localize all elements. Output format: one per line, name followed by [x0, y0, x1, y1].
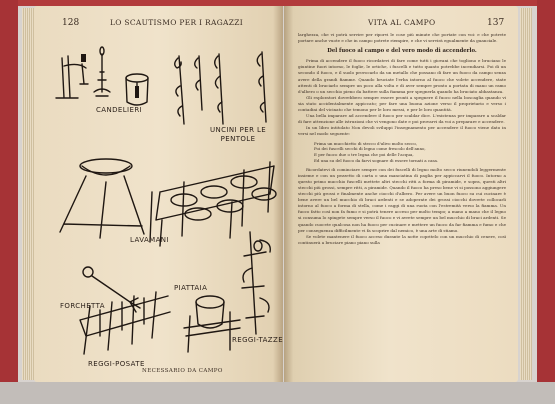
table-surface [0, 382, 555, 404]
paragraph-2: Gli esploratori dovrebbero sempre essere pronti a spegnere il fuoco nella boscaglia quando vi sia stato accidentalmente appiccato; per fare una buona azione verso il proprietario e verso i contadini del vicinato che temono per le loro messi, e per le loro quantità. [298, 94, 506, 113]
reggi-tazze-drawing [242, 232, 270, 334]
left-page [34, 6, 283, 382]
verse-line: E per fuoco due o tre legna che poi delle l'acqua, [314, 152, 414, 158]
right-page-body [298, 32, 506, 246]
verse-list [298, 141, 506, 164]
caption-candelieri: CANDELIERI [96, 106, 143, 114]
caption-lavamani: LAVAMANI [130, 236, 169, 244]
lavamani-drawing [60, 159, 144, 238]
paragraph-1: Prima di accendere il fuoco ricordatevi di fare come tutti i giovani che togliono e bruciano le giuntine fuori intorno, le foglie, le ortiche, i fuscelli e tutto quanto potrebbe incendiarsi. Poi di un secondo il fuoco, e il suolo provocarlo da un metallo che possano di fare un fuoco da campo senza avere della grandi fiamme. Quando bruciate l'erba intorno al fuoco che volete accendere, state attenti di bruciarlo sempre un poco alla volta e di aver sempre pronto a portata di mano un ramo d'albero o un secchio pieno da battere sulla fiamma per spegnerla quando ha bruciato abbastanza. [298, 58, 506, 94]
right-running-head: VITA AL CAMPO [368, 18, 436, 27]
camp-gear-illustration [34, 6, 283, 382]
left-page-number: 128 [62, 18, 80, 28]
verse-line: Prima un mucchietto di stecco d'ulivo molto secco, [314, 140, 418, 146]
right-page-stack-edge [520, 8, 532, 380]
right-page-number: 137 [487, 18, 505, 28]
section-title: Del fuoco al campo e del vero modo di accenderlo. [327, 48, 477, 55]
caption-uncini: UNCINI PER LE PENTOLE [210, 126, 267, 143]
book-cover-right [537, 0, 555, 404]
paragraph-4: In un libro intitolato Non devoli sviluppi l'insegnamento per accendere il fuoco viene dato in versi nel modo seguente: [298, 125, 506, 137]
right-page [284, 6, 518, 382]
caption-reggi-tazze: REGGI-TAZZE [232, 336, 283, 344]
uncini-drawing [175, 52, 266, 124]
paragraph-3: Una bella imparare ad accendere il fuoco per scaldar dice. L'esistenza per imparare a scaldar di fare attenzione alle istruzioni che vi vengono date e poi provarvi da voi a preparare e accendere. [298, 113, 506, 125]
left-page-footer: NECESSARIO DA CAMPO [142, 368, 223, 374]
paragraph-6: Se volete mantenere il fuoco acceso durante la notte copritelo con un mucchio di cenere, così continuerà a bruciare piano piano sulla [298, 233, 506, 245]
caption-piattaia: PIATTAIA [174, 284, 208, 292]
piattaia-drawing [150, 162, 276, 246]
book-cover-left [0, 0, 18, 404]
verse-line: Ed una su del fuoco da farvi sognare di essere tornati a casa. [314, 157, 439, 163]
caption-forchetta: FORCHETTA [60, 302, 105, 310]
intro-paragraph: larghezza, che vi potrà servire per riporvi le cose più minute che portate con voi: e che potrete portare anche vuote e che in campo potrete riempire, e che vi servirà egualmente da guanciale. [298, 32, 506, 44]
caption-reggi-posate: REGGI-POSATE [88, 360, 145, 368]
candelieri-drawing [56, 47, 148, 105]
paragraph-5: Ricordatevi di cominciare sempre con dei fuscelli di legno molto secco riunendoli leggermente insieme e con un pezzetto di carta o una manciatina di paglia per appiccarvi il fuoco. Intorno a questo primo mucchio fuscelli mettete altri stecchi ritti a forma di piramide, e sopra, questi altri stecchi più grossi, sempre ritti, a piramide. Quando il fuoco ha preso bene vi si possono aggiungere stecchi più grossi e finalmente anche ciocchi d'albero. Per avere un buon fuoco su cui cucinare è bene avere un bel mucchio di braci ardenti e se adoperate dei grossi ciocchi dovrete collocarli intorno al fuoco a forma di stella, come i raggi di una ruota con l'estremità verso la fiamma. Un fuoco fatto così non fa fumo e si potrà tenere acceso per molto tempo; a mano a mano che il legno si consuma lo spingete sempre verso il fuoco e vi avrete sempre un bel mucchio di braci ardenti. Se quando cuocete qualcosa non ha fuoco per cucinare e mettere un fuoco da far fiamma e fumo e che per conseguenza difficilmente vi fa scoprire dal nemico, è una arte di stiamo. [298, 166, 506, 233]
left-page-stack-edge [22, 8, 34, 380]
verse-line: Poi dei fuscelli secchi di legno come frescolo dell'anno, [314, 146, 426, 152]
left-running-head: LO SCAUTISMO PER I RAGAZZI [110, 18, 243, 27]
